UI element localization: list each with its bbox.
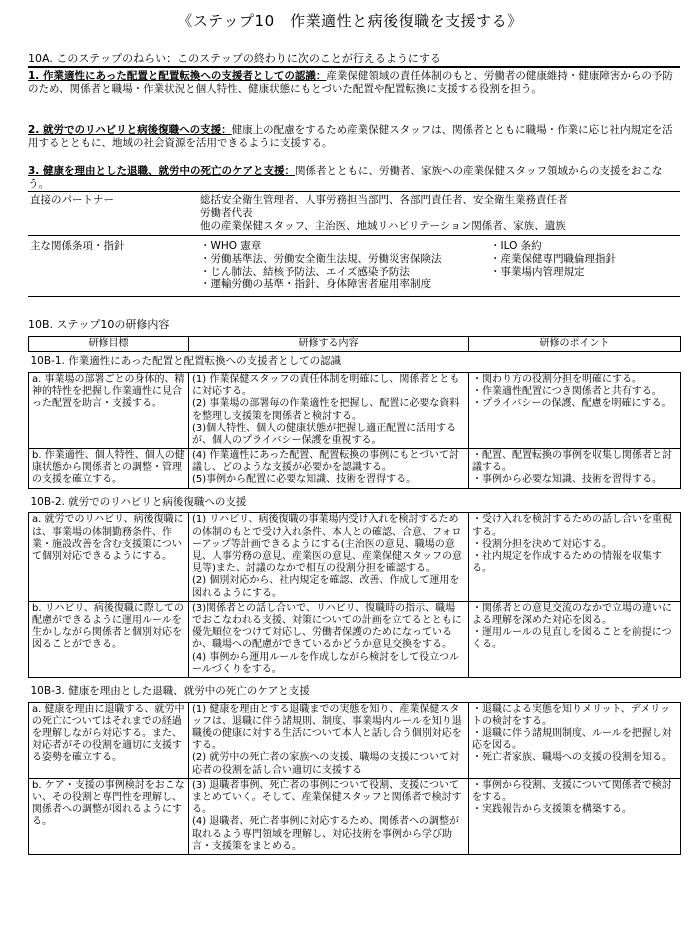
page-title: 《ステップ10 作業適性と病後復職を支援する》: [177, 12, 523, 30]
header-goal: 研修目標: [29, 337, 189, 352]
laws-list-right: [490, 240, 616, 278]
group-title-3: 10B-3. 健康を理由とした退職、就労中の死亡のケアと支援: [30, 684, 310, 697]
goal-cell: a. 就労でのリハビリ、病後復職には、事業場の体制勤務条件、作業・施設改善を含む支援策について個別対応できるようにする。: [29, 513, 189, 601]
goal-cell: b. ケア・支援の事例検討をおこない、その役割と専門性を理解し、関係者への調整が図れるようにする。: [29, 778, 189, 854]
group-title-1: 10B-1. 作業適性にあった配置と配置転換への支援者としての認識: [30, 355, 342, 368]
law-item: ・じん肺法、結核予防法、エイズ感染予防法: [200, 265, 410, 278]
aim-item-3-text: 関係者とともに、労働者、家族への産業保健スタッフ領域からの支援をおこなう。: [28, 165, 663, 190]
table-row: [29, 513, 681, 601]
content-text: (3)関係者との話し合いで、リハビリ、復職時の指示、職場でおこなわれる支援、対策についての計画を立てるとともに優先順位をつけて対応し、労働者保護のためになっているか、職場への配慮ができているかどうか意見交換をする。 (4) 事例から運用ルールを作成しながら検討をして役立つルールづくりをする。: [192, 602, 462, 675]
goal-cell: a. 健康を理由に退職する、就労中の死亡についてはそれまでの経過を理解しながら対応する。また、対応者がその役割を適切に支援する姿勢を確立する。: [29, 702, 189, 778]
partner-line: 他の産業保健スタッフ、主治医、地域リハビリテーション関係者、家族、遺族: [200, 219, 566, 232]
goal-cell: a. 事業場の部署ごとの身体的、精神的特性を把握し作業適性に見合った配置を助言・支援する。: [29, 372, 189, 448]
divider: [28, 66, 680, 68]
header-point: 研修のポイント: [469, 337, 681, 352]
content-cell: [189, 372, 469, 448]
table-row: [29, 449, 681, 489]
content-text: (3) 退職者事例、死亡者の事例について役割、支援についてまとめていく。そして、産業保健スタッフと関係者で検討する。 (4) 退職者、死亡者事例に対応するため、関係者への調整が取れるよう専門領域を理解し、対応技術を事例から学び助言・支援策をまとめる。: [192, 779, 462, 852]
table-row: [29, 702, 681, 778]
point-text: ・受け入れを検討するための話し合いを重視する。 ・役割分担を決めて対応する。 ・社内規定を作成するための情報を収集する。: [472, 514, 672, 575]
point-cell: [469, 778, 681, 854]
content-cell: [189, 513, 469, 601]
laws-list-left: [200, 240, 442, 291]
aim-heading: 10A. このステップのねらい：このステップの終わりに次のことが行えるようにする: [28, 52, 441, 65]
law-item: ・WHO 憲章: [200, 240, 262, 252]
content-cell: [189, 778, 469, 854]
goal-cell: b. 作業適性、個人特性、個人の健康状態から関係者との調整・管理の支援を確立する。: [29, 449, 189, 489]
divider: [28, 235, 680, 236]
aim-item-1-lead: 1. 作業適性にあった配置と配置転換への支援者としての認識：: [28, 70, 327, 82]
aim-item-2: [28, 124, 680, 150]
law-item: ・ILO 条約: [490, 240, 542, 252]
goal-cell: b. リハビリ、病後復職に際しての配慮ができるように運用ルールを生かしながら関係者と個別対応を図ることができる。: [29, 601, 189, 677]
group-title-2: 10B-2. 就労でのリハビリと病後復職への支援: [30, 495, 247, 508]
aim-item-3-lead: 3. 健康を理由とした退職、就労中の死亡のケアと支援：: [28, 165, 295, 177]
partners-list: [200, 194, 568, 232]
law-item: ・運輸労働の基準・指針、身体障害者雇用率制度: [200, 278, 431, 291]
laws-label: 主な関係条項・指針: [30, 240, 125, 252]
point-cell: [469, 513, 681, 601]
point-cell: [469, 702, 681, 778]
point-text: ・関わり方の役割分担を明確にする。 ・作業適性配置につき関係者と共有する。 ・プライバシーの保護、配慮を明確にする。: [472, 373, 672, 410]
aim-item-3: [28, 165, 680, 191]
point-cell: [469, 372, 681, 448]
table-row: [29, 372, 681, 448]
aim-item-2-lead: 2. 就労でのリハビリと病後復職への支援：: [28, 124, 232, 136]
point-cell: [469, 601, 681, 677]
header-content: 研修する内容: [189, 337, 469, 352]
partner-line: 労働者代表: [200, 206, 253, 219]
content-cell: [189, 449, 469, 489]
law-item: ・事業場内管理規定: [490, 265, 585, 278]
aim-item-1-text: 産業保健領域の責任体制のもと、労働者の健康維持・健康障害からの予防のため、関係者と職場・作業状況と個人特性、健康状態にもとづいた配置や配置転換に支援する役割を担う。: [28, 70, 673, 95]
content-text: (1) 健康を理由とする退職までの実態を知り、産業保健スタッフは、退職に伴う諸規則、制度、事業場内ルールを知り退職後の健康に対する生活について本人と話し合う個別対応をする。 (2) 就労中の死亡者の家族への支援、職場の支援について対応者の役割を話し合い適切に支援する: [192, 703, 462, 776]
content-cell: [189, 702, 469, 778]
table-header-row: [29, 337, 681, 352]
table-row: [29, 778, 681, 854]
partner-line: 総括安全衛生管理者、人事労務担当部門、各部門責任者、安全衛生業務責任者: [200, 194, 568, 206]
law-item: ・産業保健専門職倫理指針: [490, 252, 616, 265]
content-text: (1) リハビリ、病後復職の事業場内受け入れを検討するための体制のもとで受け入れ条件、本人との確認、合意、フォローアップ等計画できるようにする(主治医の意見、職場の意見、人事労務の意見、産業医の意見、産業保健スタッフの意見等)また、討議のなかで相互の役割分担を確認する。 (2) 個別対応から、社内規定を確認、改善、作成して運用を図れるようにする。: [192, 514, 462, 599]
content-text: (4) 作業適性にあった配置、配置転換の事例にもとづいて討議し、どのような支援が必要かを認識する。 (5)事例から配置に必要な知識、技術を習得する。: [192, 450, 460, 486]
point-text: ・関係者との意見交流のなかで立場の違いによる理解を深めた対応を図る。 ・運用ルールの見直しを図ることを前提につくる。: [472, 602, 672, 651]
training-table: [28, 336, 681, 855]
point-cell: [469, 449, 681, 489]
aim-item-1: [28, 70, 680, 96]
table-row: [29, 601, 681, 677]
content-text: (1) 作業保健スタッフの責任体制を明確にし、関係者とともに対応する。 (2) 事業場の部署毎の作業適性を把握し、配置に必要な資料を整理し支援策を関係者と検討する。 (3)個人特性、個人の健康状態が把握し適正配置に活用するが、個人のプライバシー保護を重視する。: [192, 373, 460, 446]
point-text: ・退職による実態を知りメリット、デメリットの検討をする。 ・退職に伴う諸規則制度、ルールを把握し対応を図る。 ・死亡者家族、職場への支援の役割を知る。: [472, 703, 672, 764]
training-heading: 10B. ステップ10の研修内容: [28, 318, 170, 331]
law-item: ・労働基準法、労働安全衛生法規、労働災害保険法: [200, 252, 442, 265]
aim-item-2-text: 健康上の配慮をするため産業保健スタッフは、関係者とともに職場・作業に応じ社内規定を活用するとともに、地域の社会資源を活用できるように支援する。: [28, 124, 673, 149]
content-cell: [189, 601, 469, 677]
divider: [28, 191, 680, 192]
divider: [28, 296, 680, 297]
point-text: ・事例から役割、支援について関係者で検討をする。 ・実践報告から支援策を構築する。: [472, 779, 672, 816]
point-text: ・配置、配置転換の事例を収集し関係者と討議する。 ・事例から必要な知識、技術を習得する。: [472, 450, 672, 486]
partners-label: 直接のパートナー: [30, 194, 114, 206]
